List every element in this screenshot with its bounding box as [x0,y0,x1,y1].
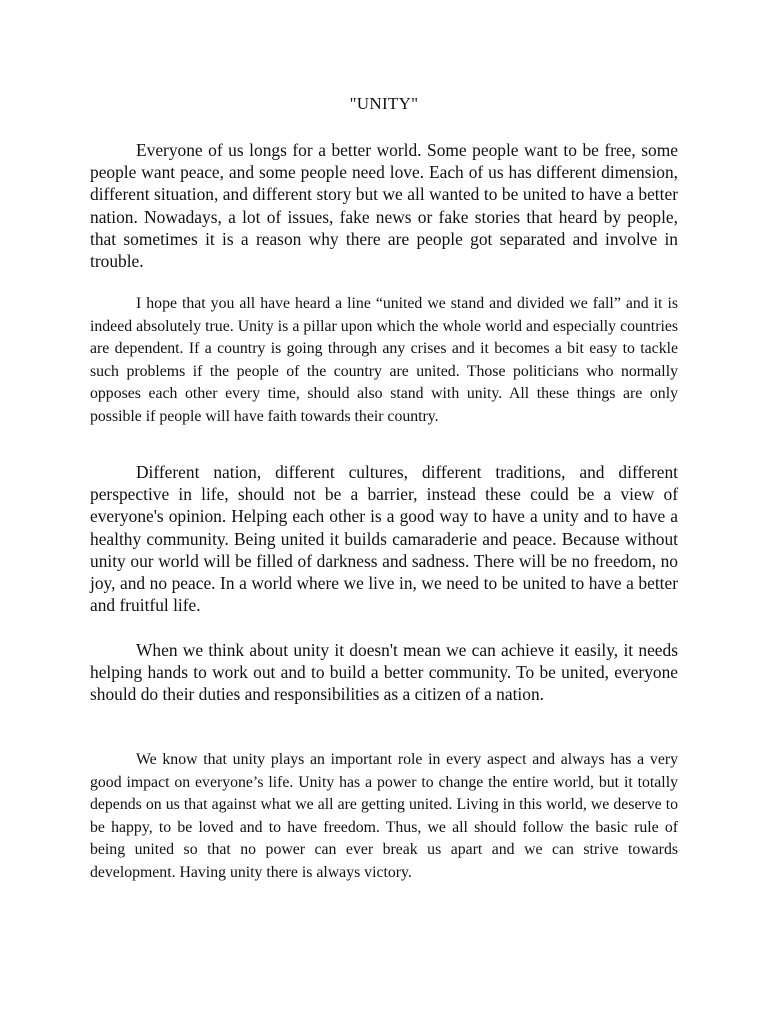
paragraph-5: We know that unity plays an important role in every aspect and always has a very good impact on everyone’s life. Unity has a power to change the entire world, but it totally depends on us that against what we all are getting united. Living in this world, we deserve to be happy, to be loved and to have freedom. Thus, we all should follow the basic rule of being united so that no power can ever break us apart and we can strive towards development. Having unity there is always victory. [90,751,678,881]
paragraph-1: Everyone of us longs for a better world. Some people want to be free, some people want peace, and some people need love. Each of us has different dimension, different situation, and different story but we all wanted to be united to have a better nation. Nowadays, a lot of issues, fake news or fake stories that heard by people, that sometimes it is a reason why there are people got separated and involve in trouble. [90,140,678,272]
paragraph-4: When we think about unity it doesn't mean we can achieve it easily, it needs helping hands to work out and to build a better community. To be united, everyone should do their duties and responsibilities as a citizen of a nation. [90,640,678,705]
paragraph-2: I hope that you all have heard a line “united we stand and divided we fall” and it is indeed absolutely true. Unity is a pillar upon which the whole world and especially countries are dependent. If a country is going through any crises and it becomes a bit easy to tackle such problems if the people of the country are united. Those politicians who normally opposes each other every time, should also stand with unity. All these things are only possible if people will have faith towards their country. [90,295,678,425]
paragraph-3: Different nation, different cultures, different traditions, and different perspective in life, should not be a barrier, instead these could be a view of everyone's opinion. Helping each other is a good way to have a unity and to have a healthy community. Being united it builds camaraderie and peace. Because without unity our world will be filled of darkness and sadness. There will be no freedom, no joy, and no peace. In a world where we live in, we need to be united to have a better and fruitful life. [90,462,678,616]
document-title: "UNITY" [349,94,419,113]
